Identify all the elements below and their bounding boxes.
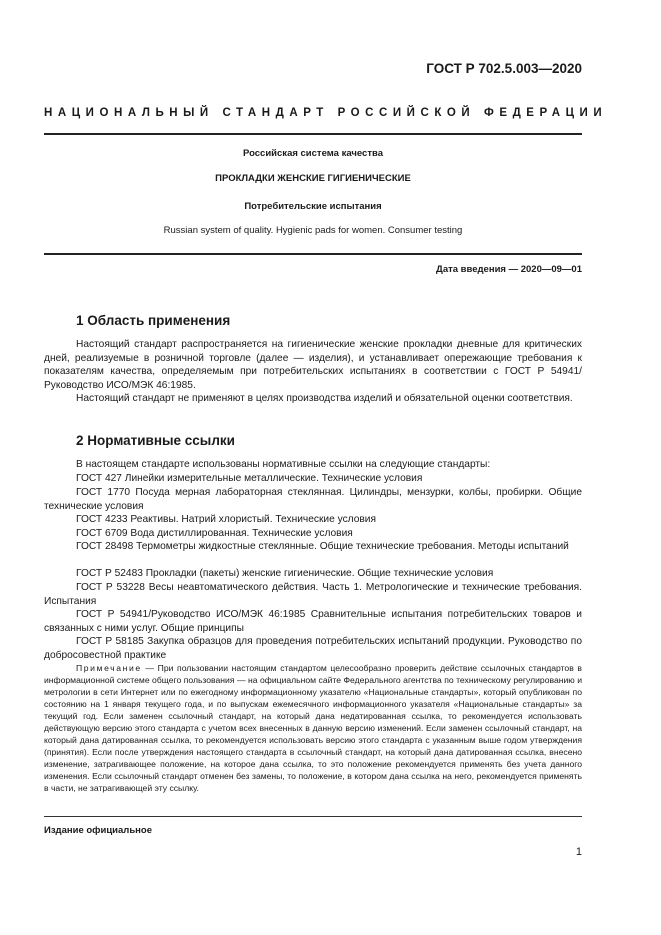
title-divider (44, 253, 582, 255)
reference-item: ГОСТ 1770 Посуда мерная лабораторная стеклянная. Цилиндры, мензурки, колбы, пробирки. Общие технические условия (44, 487, 582, 512)
national-standard-title: НАЦИОНАЛЬНЫЙ СТАНДАРТ РОССИЙСКОЙ ФЕДЕРАЦИИ (44, 107, 608, 119)
references-note (44, 662, 582, 794)
footer-divider (44, 816, 582, 817)
reference-item: ГОСТ Р 53228 Весы неавтоматического действия. Часть 1. Метрологические и технические требования. Испытания (44, 582, 582, 607)
references-intro: В настоящем стандарте использованы нормативные ссылки на следующие стандарты: (76, 459, 491, 470)
official-edition-label: Издание официальное (44, 825, 152, 836)
gost-code: ГОСТ Р 702.5.003—2020 (426, 61, 582, 76)
reference-item: ГОСТ Р 58185 Закупка образцов для проведения потребительских испытаний продукции. Руководство по добросовестной практике (44, 636, 582, 661)
reference-item: ГОСТ 6709 Вода дистиллированная. Технические условия (76, 528, 353, 539)
reference-item: ГОСТ 4233 Реактивы. Натрий хлористый. Технические условия (76, 514, 377, 525)
quality-system-label: Российская система качества (243, 148, 383, 159)
note-text: — При пользовании настоящим стандартом целесообразно проверить действие ссылочных стандартов в информационной системе общего пользования — на официальном сайте Федерального агентства по техническому регулированию и метрологии в сети Интернет или по ежегодному информационному указателю «Национальные стандарты», который опубликован по состоянию на 1 января текущего года, и по выпускам ежемесячного информационного указателя «Национальные стандарты» за текущий год. Если заменен ссылочный стандарт, на который дана недатированная ссылка, то рекомендуется использовать действующую версию этого стандарта с учетом всех внесенных в данную версию изменений. Если заменен ссылочный стандарт, на который дана датированная ссылка, то рекомендуется использовать версию этого стандарта с указанным выше годом утверждения (принятия). Если после утверждения настоящего стандарта в ссылочный стандарт, на который дана датированная ссылка, внесено изменение, затрагивающее положение, на которое дана ссылка, то это положение рекомендуется применять без учета данного изменения. Если ссылочный стандарт отменен без замены, то положение, в котором дана ссылка на него, рекомендуется применять в части, не затрагивающей эту ссылку. (44, 663, 582, 793)
page-number: 1 (575, 846, 582, 858)
section-heading-references: 2 Нормативные ссылки (76, 433, 235, 448)
document-title: ПРОКЛАДКИ ЖЕНСКИЕ ГИГИЕНИЧЕСКИЕ (215, 173, 411, 184)
document-subtitle: Потребительские испытания (244, 201, 382, 212)
scope-paragraph: Настоящий стандарт распространяется на гигиенические женские прокладки дневные для критических дней, реализуемые в розничной торговле (далее — изделия), и устанавливает опережающие требования к показателям качества, определяемым при потребительских испытаниях в соответствии с ГОСТ Р 54941/Руководство ИСО/МЭК 46:1985. (44, 339, 582, 391)
scope-paragraph: Настоящий стандарт не применяют в целях производства изделий и обязательной оценки соответствия. (76, 393, 573, 404)
reference-item: ГОСТ 28498 Термометры жидкостные стеклянные. Общие технические требования. Методы испытаний (76, 541, 569, 552)
top-divider (44, 133, 582, 135)
reference-item: ГОСТ Р 52483 Прокладки (пакеты) женские гигиенические. Общие технические условия (76, 568, 494, 579)
reference-item: ГОСТ Р 54941/Руководство ИСО/МЭК 46:1985 Сравнительные испытания потребительских товаров и связанных с ними услуг. Общие принципы (44, 609, 582, 634)
reference-item: ГОСТ 427 Линейки измерительные металлические. Технические условия (76, 473, 423, 484)
english-title: Russian system of quality. Hygienic pads for women. Consumer testing (163, 225, 463, 236)
section-heading-scope: 1 Область применения (76, 313, 231, 328)
introduction-date: Дата введения — 2020—09—01 (436, 264, 582, 275)
note-label: Примечание (76, 663, 142, 673)
